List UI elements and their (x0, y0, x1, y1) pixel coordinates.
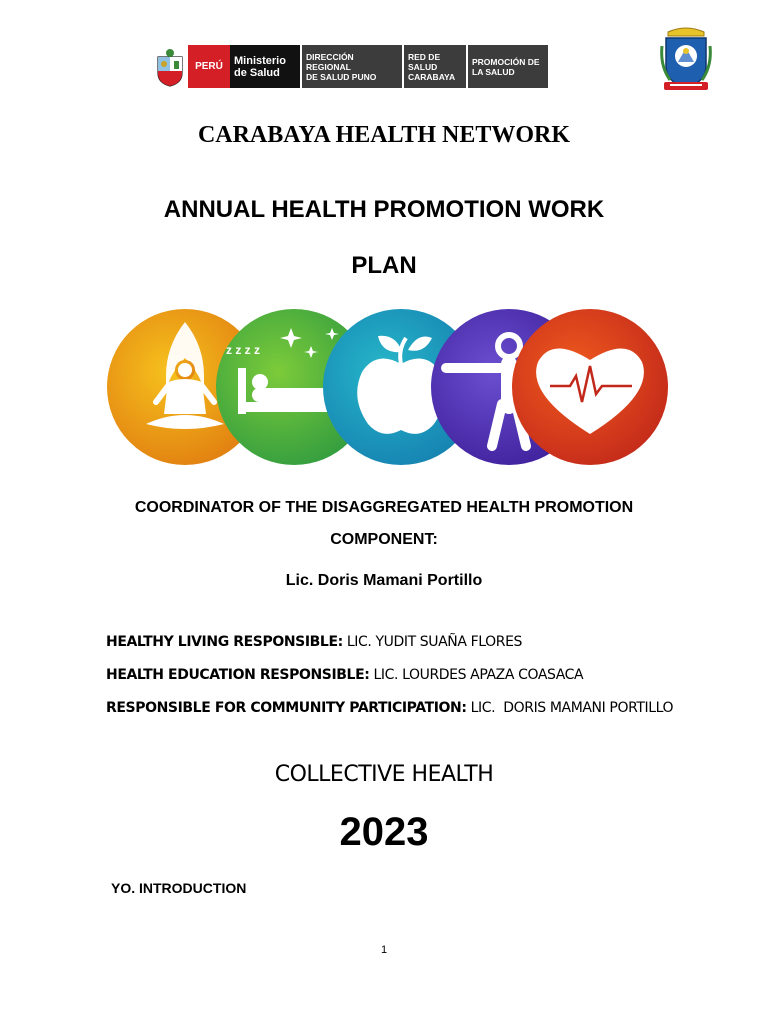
ministry-label: Ministerio de Salud (230, 45, 300, 88)
network-title: CARABAYA HEALTH NETWORK (197, 122, 571, 148)
collective-health-heading: COLLECTIVE HEALTH (274, 762, 494, 787)
responsible-name: LIC. YUDIT SUAÑA FLORES (342, 634, 523, 650)
section-heading: YO. INTRODUCTION (111, 880, 247, 896)
carabaya-emblem-icon (660, 26, 712, 92)
page-number: 1 (380, 944, 388, 956)
svg-text:z z z z: z z z z (226, 343, 261, 357)
coordinator-name: Lic. Doris Mamani Portillo (285, 572, 483, 589)
year: 2023 (339, 810, 429, 854)
responsible-role: HEALTH EDUCATION RESPONSIBLE: (106, 667, 370, 683)
regional-direction-label: DIRECCIÓN REGIONAL DE SALUD PUNO (300, 45, 402, 88)
responsible-name: LIC. LOURDES APAZA COASACA (369, 667, 584, 683)
responsible-name: LIC. DORIS MAMANI PORTILLO (466, 700, 674, 716)
responsible-line (106, 700, 673, 716)
responsible-role: RESPONSIBLE FOR COMMUNITY PARTICIPATION: (106, 700, 467, 716)
peru-coat-of-arms-icon (152, 45, 188, 88)
responsible-line (106, 667, 583, 683)
heart-pulse-icon (512, 309, 668, 465)
header-banner (152, 45, 548, 88)
peru-label: PERÚ (188, 45, 230, 88)
health-icons-banner (106, 306, 668, 468)
responsible-line (106, 634, 522, 650)
health-network-label: RED DE SALUD CARABAYA (402, 45, 466, 88)
plan-title: ANNUAL HEALTH PROMOTION WORK PLAN (163, 196, 605, 279)
coordinator-heading: COORDINATOR OF THE DISAGGREGATED HEALTH PROMOTION COMPONENT: (134, 499, 634, 548)
health-promotion-label: PROMOCIÓN DE LA SALUD (466, 45, 548, 88)
responsible-role: HEALTHY LIVING RESPONSIBLE: (106, 634, 343, 650)
